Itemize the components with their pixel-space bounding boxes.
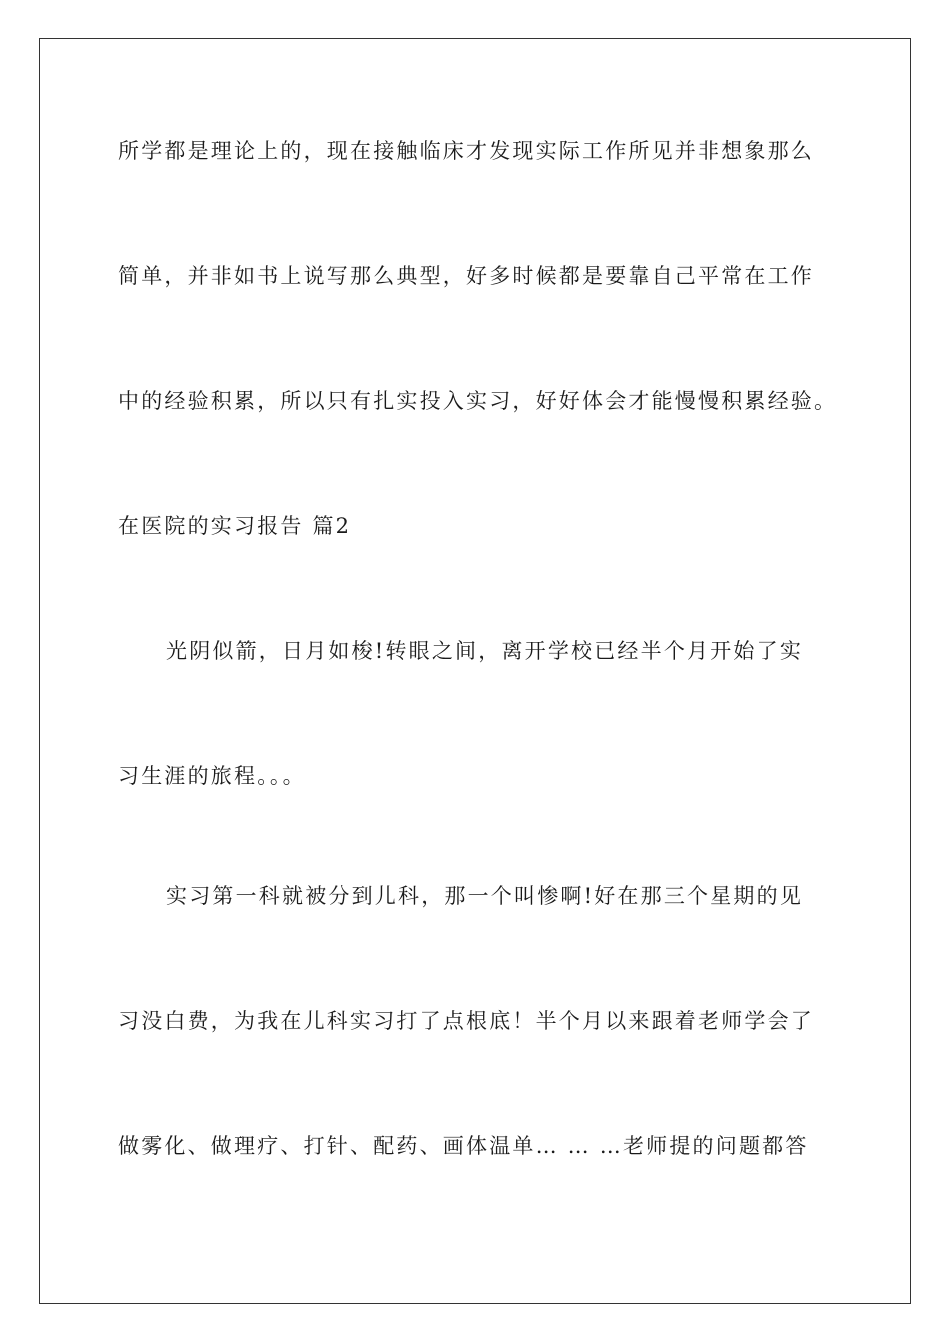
paragraph-2-line-2: 习没白费，为我在儿科实习打了点根底！半个月以来跟着老师学会了 [118,1009,814,1033]
paragraph-1-line-1: 光阴似箭，日月如梭!转眼之间，离开学校已经半个月开始了实 [166,639,804,663]
section-heading: 在医院的实习报告 篇2 [118,514,352,538]
text-line-2: 简单，并非如书上说写那么典型，好多时候都是要靠自己平常在工作 [118,264,814,288]
paragraph-2-line-3: 做雾化、做理疗、打针、配药、画体温单… … …老师提的问题都答 [118,1134,809,1158]
page-border [39,38,911,1304]
paragraph-2-line-1: 实习第一科就被分到儿科，那一个叫惨啊!好在那三个星期的见 [166,884,804,908]
paragraph-1-line-2: 习生涯的旅程。。。 [118,764,306,788]
text-line-1: 所学都是理论上的，现在接触临床才发现实际工作所见并非想象那么 [118,139,814,163]
text-line-3: 中的经验积累，所以只有扎实投入实习，好好体会才能慢慢积累经验。 [118,389,838,413]
